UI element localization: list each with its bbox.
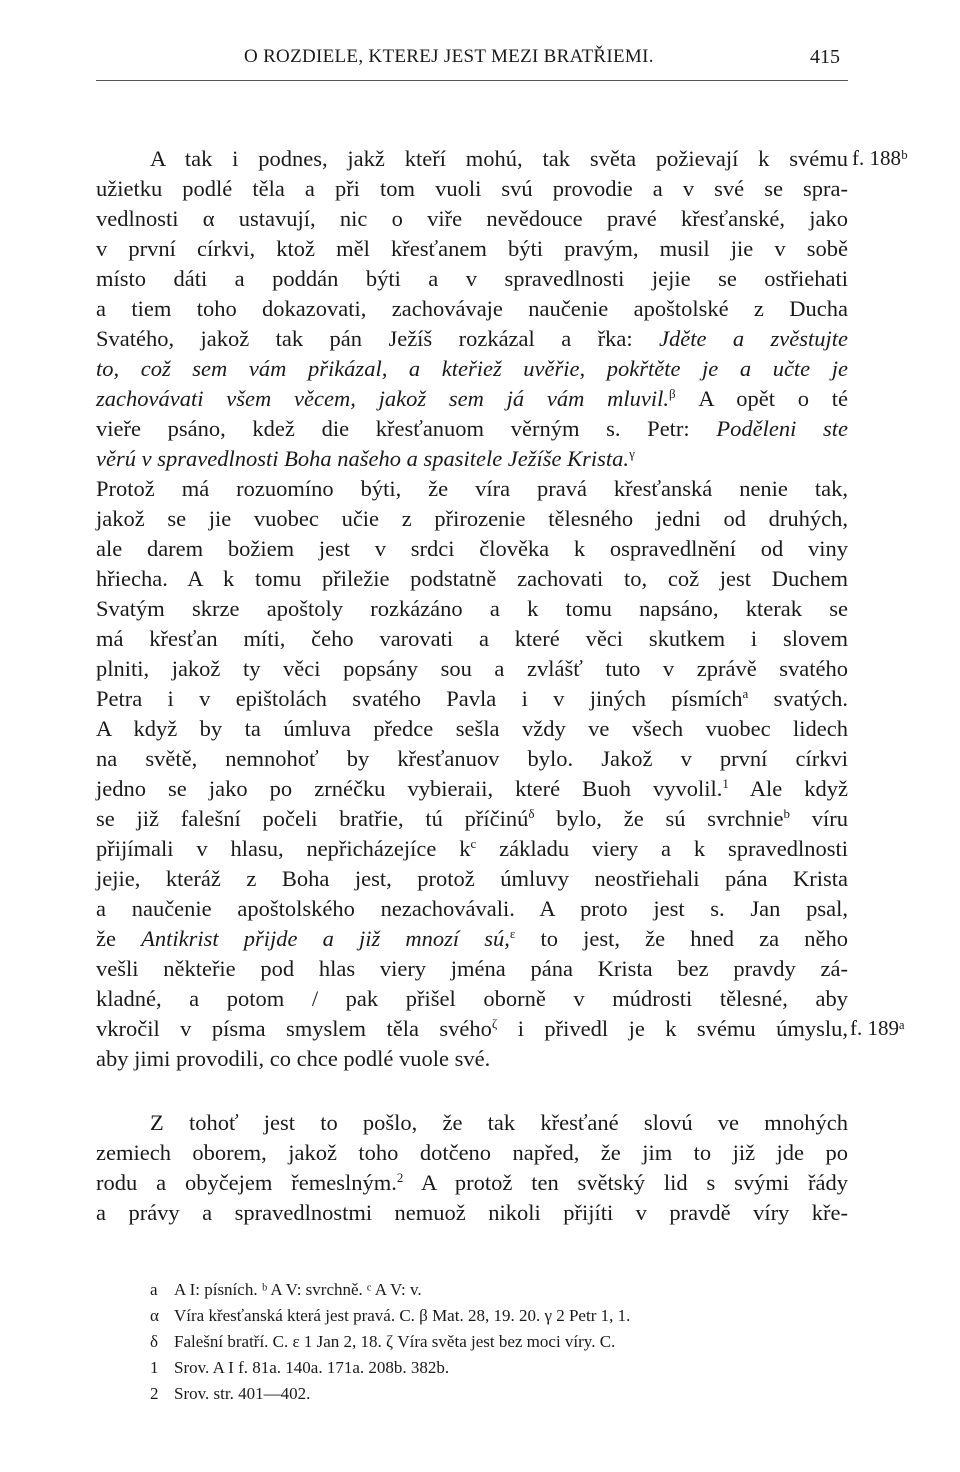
- footnote: [150, 1332, 615, 1352]
- footnote-text: Srov. str. 401—402.: [174, 1384, 311, 1403]
- text-line: A když by ta úmluva předce sešla vždy ve všech vuobec lidech: [96, 716, 848, 741]
- text-run: Svatého, jakož tak pán Ježíš rozkázal a řka:: [96, 326, 659, 351]
- note-mark: ζ: [491, 1016, 498, 1031]
- text-line: [96, 354, 848, 384]
- text-line: jakož se jie vuobec učie z přirozenie tělesného jedni od druhých,: [96, 506, 848, 531]
- note-mark: δ: [528, 806, 535, 821]
- italic-quote: to, což sem vám přikázal, a kteřiež uvěřie, pokřtěte je a učte je: [96, 356, 848, 381]
- footnote: [150, 1280, 422, 1300]
- note-mark: γ: [629, 446, 635, 461]
- text-run: Ale když: [728, 776, 849, 801]
- text-run: jedno se jako po zrnéčku vybieraii, které Buoh vyvolil.: [96, 776, 723, 801]
- text-line: [96, 1014, 848, 1044]
- footnote-text: Srov. A I f. 81a. 140a. 171a. 208b. 382b.: [174, 1358, 450, 1377]
- text-line: a právy a spravedlnostmi nemuož nikoli přijíti v pravdě víry kře-: [96, 1200, 848, 1225]
- text-run: A protož ten světský lid s svými řády: [403, 1170, 848, 1195]
- footnote-mark: a: [150, 1280, 158, 1299]
- text-line: Protož má rozuomíno býti, že víra pravá křesťanská nenie tak,: [96, 476, 848, 501]
- text-line: aby jimi provodili, co chce podlé vuole své.: [96, 1046, 491, 1071]
- text-line: [96, 444, 848, 474]
- italic-quote: Antikrist přijde a již mnozí sú,: [141, 926, 510, 951]
- note-mark: ε: [509, 926, 516, 941]
- text-line: [96, 324, 848, 354]
- italic-quote: Jděte a zvěstujte: [658, 326, 848, 351]
- text-line: jejie, kteráž z Boha jest, protož úmluvy neostřiehali pána Krista: [96, 866, 848, 891]
- text-run: svatých.: [748, 686, 849, 711]
- text-line: [96, 414, 848, 444]
- text-run: že: [96, 926, 142, 951]
- italic-quote: Poděleni ste: [716, 416, 848, 441]
- footnote-text: A I: písních. ᵇ A V: svrchně. ᶜ A V: v.: [174, 1280, 422, 1299]
- text-line: v první církvi, ktož měl křesťanem býti pravým, musil jie v sobě: [96, 236, 848, 261]
- margin-note: f. 188ᵇ: [852, 146, 908, 170]
- text-line: [96, 684, 848, 714]
- text-run: víru: [789, 806, 848, 831]
- text-line: na světě, nemnohoť by křesťanuov bylo. Jakož v první církvi: [96, 746, 848, 771]
- text-line: kladné, a potom / pak přišel oborně v múdrosti tělesné, aby: [96, 986, 848, 1011]
- note-mark: 1: [722, 776, 729, 791]
- note-mark: β: [669, 386, 676, 401]
- text-run: rodu a obyčejem řemeslným.: [96, 1170, 397, 1195]
- text-line: [96, 804, 848, 834]
- text-line: ale darem božiem jest v srdci člověka k ospravedlnění od viny: [96, 536, 848, 561]
- text-run: základu viery a k spravedlnosti: [476, 836, 848, 861]
- text-run: vieře psáno, kdež die křesťanuom věrným s. Petr:: [96, 416, 717, 441]
- note-mark: 2: [396, 1170, 404, 1185]
- italic-quote: věrú v spravedlnosti Boha našeho a spasitele Ježíše Krista.: [96, 446, 630, 471]
- text-line: má křesťan míti, čeho varovati a které věci skutkem i slovem: [96, 626, 848, 651]
- italic-quote: zachovávati všem věcem, jakož sem já vám mluvil.: [96, 386, 670, 411]
- text-line: vešli někteřie pod hlas viery jména pána Krista bez pravdy zá-: [96, 956, 848, 981]
- text-run: A opět o té: [675, 386, 848, 411]
- note-mark: b: [783, 806, 790, 821]
- text-run: přijímali v hlasu, nepřicházejíce k: [96, 836, 471, 861]
- text-run: se již falešní počeli bratřie, tú příčinú: [96, 806, 529, 831]
- text-run: Petra i v epištolách svatého Pavla i v jiných písmích: [96, 686, 743, 711]
- note-mark: c: [470, 836, 477, 851]
- text-line: plniti, jakož ty věci popsány sou a zvlášť tuto v zprávě svatého: [96, 656, 848, 681]
- text-line: Z tohoť jest to pošlo, že tak křesťané slovú ve mnohých: [150, 1110, 848, 1135]
- text-line: Svatým skrze apoštoly rozkázáno a k tomu napsáno, kterak se: [96, 596, 848, 621]
- footnote-mark: 1: [150, 1358, 159, 1377]
- margin-note: f. 189ᵃ: [850, 1016, 905, 1040]
- text-run: i přivedl je k svému úmyslu,: [497, 1016, 848, 1041]
- text-line: [96, 1168, 848, 1198]
- text-line: zemiech oborem, jakož toho dotčeno napřed, že jim to již jde po: [96, 1140, 848, 1165]
- running-title: O ROZDIELE, KTEREJ JEST MEZI BRATŘIEMI.: [244, 46, 654, 67]
- footnote-text: Falešní bratří. C. ε 1 Jan 2, 18. ζ Víra světa jest bez moci víry. C.: [174, 1332, 616, 1351]
- running-header: [96, 40, 848, 81]
- text-run: vkročil v písma smyslem těla svého: [96, 1016, 492, 1041]
- text-line: [96, 774, 848, 804]
- text-line: [96, 384, 848, 414]
- footnote: [150, 1306, 630, 1326]
- footnote: [150, 1384, 310, 1404]
- footnote: [150, 1358, 449, 1378]
- text-line: [96, 834, 848, 864]
- footnote-mark: δ: [150, 1332, 159, 1351]
- text-line: hřiecha. A k tomu přiležie podstatně zachovati to, což jest Duchem: [96, 566, 848, 591]
- footnote-mark: α: [150, 1306, 159, 1325]
- text-line: a naučenie apoštolského nezachovávali. A proto jest s. Jan psal,: [96, 896, 848, 921]
- footnote-mark: 2: [150, 1384, 159, 1403]
- text-line: A tak i podnes, jakž kteří mohú, tak světa požievají k svému: [150, 146, 848, 171]
- text-line: místo dáti a poddán býti a v spravedlnosti jejie se ostřiehati: [96, 266, 848, 291]
- text-line: užietku podlé těla a při tom vuoli svú provodie a v své se spra-: [96, 176, 848, 201]
- note-mark: a: [742, 686, 749, 701]
- text-run: bylo, že sú svrchnie: [534, 806, 784, 831]
- page-number: 415: [810, 46, 840, 68]
- text-line: vedlnosti α ustavují, nic o viře nevědouce pravé křesťanské, jako: [96, 206, 848, 231]
- text-line: [96, 924, 848, 954]
- footnote-text: Víra křesťanská která jest pravá. C. β Mat. 28, 19. 20. γ 2 Petr 1, 1.: [174, 1306, 631, 1325]
- text-run: to jest, že hned za něho: [515, 926, 848, 951]
- text-line: a tiem toho dokazovati, zachovávaje naučenie apoštolské z Ducha: [96, 296, 848, 321]
